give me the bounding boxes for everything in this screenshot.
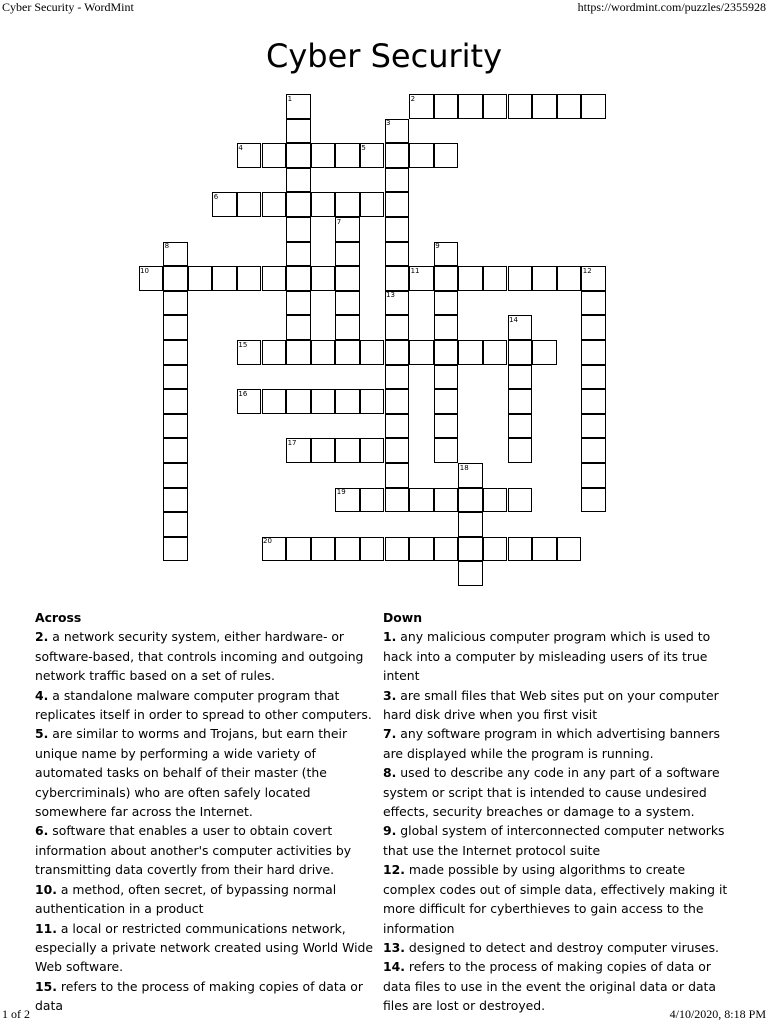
grid-clue-number: 12 <box>582 266 592 275</box>
grid-cell[interactable] <box>581 291 606 316</box>
grid-cell[interactable] <box>286 168 311 193</box>
grid-clue-number: 19 <box>336 488 346 497</box>
grid-cell[interactable] <box>385 315 410 340</box>
grid-cell[interactable] <box>335 340 360 365</box>
grid-cell[interactable] <box>409 340 434 365</box>
grid-cell[interactable] <box>335 315 360 340</box>
grid-clue-number: 6 <box>213 192 219 201</box>
grid-cell[interactable] <box>262 143 287 168</box>
grid-cell[interactable] <box>385 438 410 463</box>
grid-cell[interactable] <box>311 537 336 562</box>
grid-clue-number: 17 <box>287 438 297 447</box>
grid-cell[interactable] <box>385 463 410 488</box>
down-clue <box>383 686 735 725</box>
grid-cell[interactable] <box>434 291 459 316</box>
grid-cell[interactable] <box>385 143 410 168</box>
grid-cell[interactable] <box>360 438 385 463</box>
grid-cell[interactable] <box>163 315 188 340</box>
grid-cell[interactable] <box>385 192 410 217</box>
grid-cell[interactable] <box>581 315 606 340</box>
grid-cell[interactable] <box>458 266 483 291</box>
grid-cell[interactable] <box>385 217 410 242</box>
across-clue <box>35 880 380 919</box>
grid-cell[interactable] <box>385 488 410 513</box>
down-clues <box>383 608 735 1016</box>
grid-cell[interactable] <box>483 537 508 562</box>
grid-cell[interactable] <box>532 94 557 119</box>
grid-cell[interactable] <box>163 414 188 439</box>
grid-cell[interactable] <box>508 537 533 562</box>
across-clue <box>35 919 380 977</box>
down-clue-number: 14. <box>383 959 405 975</box>
across-clue-text: a local or restricted communications network, especially a private network created using World Wide Web software. <box>35 920 374 975</box>
grid-cell[interactable] <box>434 365 459 390</box>
grid-cell[interactable] <box>581 389 606 414</box>
grid-cell[interactable] <box>557 94 582 119</box>
grid-clue-number: 8 <box>164 242 170 251</box>
grid-clue-number: 10 <box>140 266 149 275</box>
grid-cell[interactable] <box>458 488 483 513</box>
grid-cell[interactable] <box>483 488 508 513</box>
grid-cell[interactable] <box>458 537 483 562</box>
grid-clue-number: 13 <box>386 291 395 300</box>
grid-clue-number: 4 <box>238 143 243 152</box>
grid-cell[interactable] <box>262 192 287 217</box>
grid-cell[interactable] <box>286 291 311 316</box>
grid-cell[interactable] <box>311 389 336 414</box>
down-clue <box>383 763 735 821</box>
grid-cell[interactable] <box>286 340 311 365</box>
across-clue-number: 10. <box>35 881 57 897</box>
grid-clue-number: 3 <box>386 119 391 128</box>
grid-cell[interactable] <box>409 143 434 168</box>
down-clue-text: are small files that Web sites put on your computer hard disk drive when you first visit <box>383 687 719 723</box>
grid-cell[interactable] <box>311 266 336 291</box>
grid-cell[interactable] <box>557 537 582 562</box>
grid-cell[interactable] <box>508 488 533 513</box>
grid-cell[interactable] <box>409 537 434 562</box>
across-clue-text: a standalone malware computer program that replicates itself in order to spread to other computers. <box>35 687 372 723</box>
grid-cell[interactable] <box>532 340 557 365</box>
grid-cell[interactable] <box>581 340 606 365</box>
across-clue-text: a method, often secret, of bypassing normal authentication in a product <box>35 881 337 917</box>
grid-cell[interactable] <box>385 414 410 439</box>
grid-cell[interactable] <box>286 266 311 291</box>
grid-cell[interactable] <box>385 537 410 562</box>
down-clue-number: 8. <box>383 765 397 781</box>
grid-cell[interactable] <box>434 143 459 168</box>
down-clue <box>383 860 735 938</box>
grid-cell[interactable] <box>286 119 311 144</box>
grid-cell[interactable] <box>581 365 606 390</box>
puzzle-title: Cyber Security <box>265 37 502 75</box>
down-clue-number: 12. <box>383 862 405 878</box>
down-clue-text: made possible by using algorithms to create complex codes out of simple data, effectively making it more difficult for cyberthieves to gain access to the information <box>383 862 728 936</box>
grid-cell[interactable] <box>311 438 336 463</box>
grid-cell[interactable] <box>458 561 483 586</box>
down-clue <box>383 821 735 860</box>
grid-cell[interactable] <box>508 389 533 414</box>
across-clue-number: 2. <box>35 629 49 645</box>
down-clue-text: global system of interconnected computer networks that use the Internet protocol suite <box>383 823 725 858</box>
across-clue-text: a network security system, either hardware- or software-based, that controls incoming and outgoing network traffic based on a set of rules. <box>35 629 364 684</box>
down-clue-number: 13. <box>383 939 405 955</box>
grid-cell[interactable] <box>385 242 410 267</box>
grid-cell[interactable] <box>458 512 483 537</box>
grid-cell[interactable] <box>483 94 508 119</box>
grid-cell[interactable] <box>508 414 533 439</box>
across-clue-text: software that enables a user to obtain covert information about another's computer activities by transmitting data covertly from their hard drive. <box>35 823 352 878</box>
grid-cell[interactable] <box>434 315 459 340</box>
grid-cell[interactable] <box>532 537 557 562</box>
grid-cell[interactable] <box>360 389 385 414</box>
grid-cell[interactable] <box>335 192 360 217</box>
grid-cell[interactable] <box>360 537 385 562</box>
grid-cell[interactable] <box>163 488 188 513</box>
across-clues <box>35 608 380 1016</box>
down-clue-number: 9. <box>383 823 397 839</box>
grid-cell[interactable] <box>212 266 237 291</box>
grid-cell[interactable] <box>335 389 360 414</box>
across-clue-text: refers to the process of making copies of data or data <box>35 978 363 1014</box>
grid-cell[interactable] <box>458 340 483 365</box>
grid-cell[interactable] <box>163 438 188 463</box>
grid-cell[interactable] <box>335 537 360 562</box>
across-clue <box>35 686 380 725</box>
grid-cell[interactable] <box>286 315 311 340</box>
grid-cell[interactable] <box>360 192 385 217</box>
down-clue-list <box>383 627 735 1015</box>
grid-clue-number: 1 <box>287 94 293 103</box>
grid-cell[interactable] <box>581 488 606 513</box>
across-clue-number: 15. <box>35 978 57 994</box>
page-number: 1 of 2 <box>2 1007 30 1021</box>
grid-cell[interactable] <box>163 340 188 365</box>
grid-cell[interactable] <box>335 143 360 168</box>
down-clue-text: refers to the process of making copies of data or data files to use in the event the original data or data files are lost or destroyed. <box>383 959 716 1014</box>
grid-cell[interactable] <box>409 488 434 513</box>
grid-cell[interactable] <box>286 389 311 414</box>
across-clue <box>35 821 380 879</box>
down-clue-text: any software program in which advertising banners are displayed while the program is running. <box>383 726 720 761</box>
grid-cell[interactable] <box>458 94 483 119</box>
grid-cell[interactable] <box>335 438 360 463</box>
grid-cell[interactable] <box>581 463 606 488</box>
grid-cell[interactable] <box>163 291 188 316</box>
grid-cell[interactable] <box>532 266 557 291</box>
grid-cell[interactable] <box>286 242 311 267</box>
grid-cell[interactable] <box>385 340 410 365</box>
grid-cell[interactable] <box>434 340 459 365</box>
down-clue <box>383 938 735 957</box>
grid-clue-number: 15 <box>238 340 248 349</box>
grid-cell[interactable] <box>483 266 508 291</box>
grid-cell[interactable] <box>508 340 533 365</box>
grid-cell[interactable] <box>434 266 459 291</box>
grid-cell[interactable] <box>557 266 582 291</box>
print-datetime: 4/10/2020, 8:18 PM <box>669 1007 766 1021</box>
grid-cell[interactable] <box>237 266 262 291</box>
down-clue <box>383 724 735 763</box>
across-clue-list <box>35 627 380 1015</box>
grid-cell[interactable] <box>311 340 336 365</box>
across-clue-text: are similar to worms and Trojans, but earn their unique name by performing a wide variety of automated tasks on behalf of their master (the cybercriminals) who are often safely located somewhere far across the Internet. <box>35 726 348 820</box>
across-clue <box>35 627 380 685</box>
down-heading: Down <box>383 610 423 625</box>
grid-cell[interactable] <box>581 94 606 119</box>
across-clue <box>35 724 380 821</box>
grid-clue-number: 7 <box>336 217 342 226</box>
down-clue-text: any malicious computer program which is used to hack into a computer by misleading users of its true intent <box>383 629 711 684</box>
down-clue-number: 7. <box>383 726 397 742</box>
grid-cell[interactable] <box>237 192 262 217</box>
grid-cell[interactable] <box>385 266 410 291</box>
grid-cell[interactable] <box>434 389 459 414</box>
across-clue-number: 4. <box>35 687 49 703</box>
grid-cell[interactable] <box>385 389 410 414</box>
grid-cell[interactable] <box>188 266 213 291</box>
across-clue-number: 11. <box>35 920 57 936</box>
browser-page-url: https://wordmint.com/puzzles/2355928 <box>577 0 766 14</box>
grid-cell[interactable] <box>311 143 336 168</box>
grid-cell[interactable] <box>434 414 459 439</box>
grid-clue-number: 5 <box>361 143 366 152</box>
grid-cell[interactable] <box>286 537 311 562</box>
grid-cell[interactable] <box>385 365 410 390</box>
grid-clue-number: 14 <box>509 315 518 324</box>
grid-cell[interactable] <box>335 291 360 316</box>
grid-cell[interactable] <box>311 192 336 217</box>
grid-cell[interactable] <box>360 488 385 513</box>
grid-cell[interactable] <box>508 94 533 119</box>
down-clue-number: 3. <box>383 687 397 703</box>
across-clue <box>35 977 380 1016</box>
grid-cell[interactable] <box>262 340 287 365</box>
grid-clue-number: 11 <box>410 266 420 275</box>
browser-page-title: Cyber Security - WordMint <box>2 0 134 14</box>
grid-cell[interactable] <box>508 266 533 291</box>
grid-cell[interactable] <box>508 438 533 463</box>
down-clue-number: 1. <box>383 629 397 645</box>
grid-cell[interactable] <box>262 389 287 414</box>
grid-cell[interactable] <box>262 266 287 291</box>
grid-cell[interactable] <box>581 414 606 439</box>
grid-cell[interactable] <box>286 217 311 242</box>
grid-clue-number: 16 <box>238 389 248 398</box>
across-clue-number: 6. <box>35 823 49 839</box>
grid-cell[interactable] <box>434 94 459 119</box>
grid-cell[interactable] <box>434 488 459 513</box>
grid-cell[interactable] <box>286 192 311 217</box>
grid-cell[interactable] <box>163 389 188 414</box>
down-clue <box>383 627 735 685</box>
grid-cell[interactable] <box>335 242 360 267</box>
grid-cell[interactable] <box>385 168 410 193</box>
across-clue-number: 5. <box>35 726 49 742</box>
grid-clue-number: 9 <box>435 242 440 251</box>
grid-cell[interactable] <box>508 365 533 390</box>
grid-cell[interactable] <box>163 463 188 488</box>
down-clue-text: designed to detect and destroy computer viruses. <box>404 939 719 955</box>
grid-cell[interactable] <box>434 537 459 562</box>
across-heading: Across <box>35 610 82 625</box>
grid-cell[interactable] <box>163 537 188 562</box>
grid-cell[interactable] <box>434 438 459 463</box>
grid-cell[interactable] <box>360 340 385 365</box>
grid-cell[interactable] <box>163 365 188 390</box>
grid-cell[interactable] <box>286 143 311 168</box>
grid-clue-number: 2 <box>410 94 416 103</box>
grid-cell[interactable] <box>335 266 360 291</box>
grid-cell[interactable] <box>483 340 508 365</box>
grid-clue-number: 20 <box>263 537 272 546</box>
grid-clue-number: 18 <box>459 463 469 472</box>
down-clue-text: used to describe any code in any part of a software system or script that is intended to cause undesired effects, security breaches or damage to a system. <box>383 765 720 820</box>
grid-cell[interactable] <box>581 438 606 463</box>
grid-cell[interactable] <box>163 512 188 537</box>
grid-cell[interactable] <box>163 266 188 291</box>
